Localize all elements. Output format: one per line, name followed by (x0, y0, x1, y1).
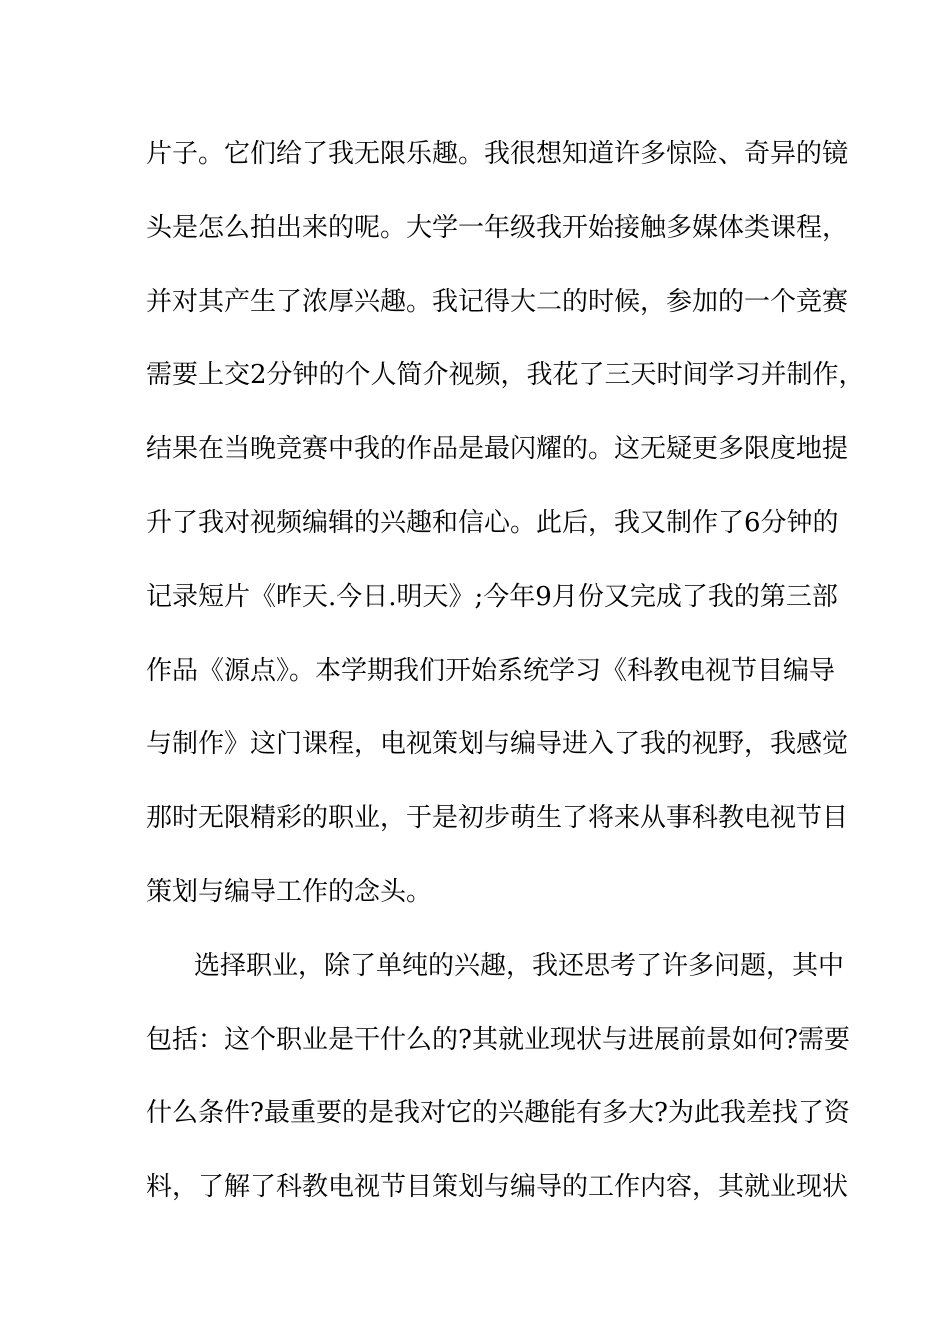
text-line: 并对其产生了浓厚兴趣。我记得大二的时候，参加的一个竞赛 (146, 287, 849, 317)
paragraph-first-line: 选择职业，除了单纯的兴趣，我还思考了许多问题，其中 (194, 951, 845, 981)
text-line: 头是怎么拍出来的呢。大学一年级我开始接触多媒体类课程， (146, 213, 849, 243)
text-line: 与制作》这门课程，电视策划与编导进入了我的视野，我感觉 (146, 729, 849, 759)
text-line: 包括：这个职业是干什么的?其就业现状与进展前景如何?需要 (146, 1025, 850, 1055)
text-line: 升了我对视频编辑的兴趣和信心。此后，我又制作了6分钟的 (146, 508, 839, 538)
text-line: 结果在当晚竞赛中我的作品是最闪耀的。这无疑更多限度地提 (146, 434, 849, 464)
text-line: 记录短片《昨天.今日.明天》;今年9月份又完成了我的第三部 (146, 582, 838, 612)
text-line: 什么条件?最重要的是我对它的兴趣能有多大?为此我差找了资 (146, 1098, 850, 1128)
text-line: 那时无限精彩的职业，于是初步萌生了将来从事科教电视节目 (146, 803, 849, 833)
text-line: 料，了解了科教电视节目策划与编导的工作内容，其就业现状 (146, 1172, 849, 1202)
text-line: 作品《源点》。本学期我们开始系统学习《科教电视节目编导 (146, 656, 836, 686)
text-line: 需要上交2分钟的个人简介视频，我花了三天时间学习并制作， (146, 360, 865, 390)
text-line: 片子。它们给了我无限乐趣。我很想知道许多惊险、奇异的镜 (146, 139, 849, 169)
text-line: 策划与编导工作的念头。 (146, 877, 433, 907)
